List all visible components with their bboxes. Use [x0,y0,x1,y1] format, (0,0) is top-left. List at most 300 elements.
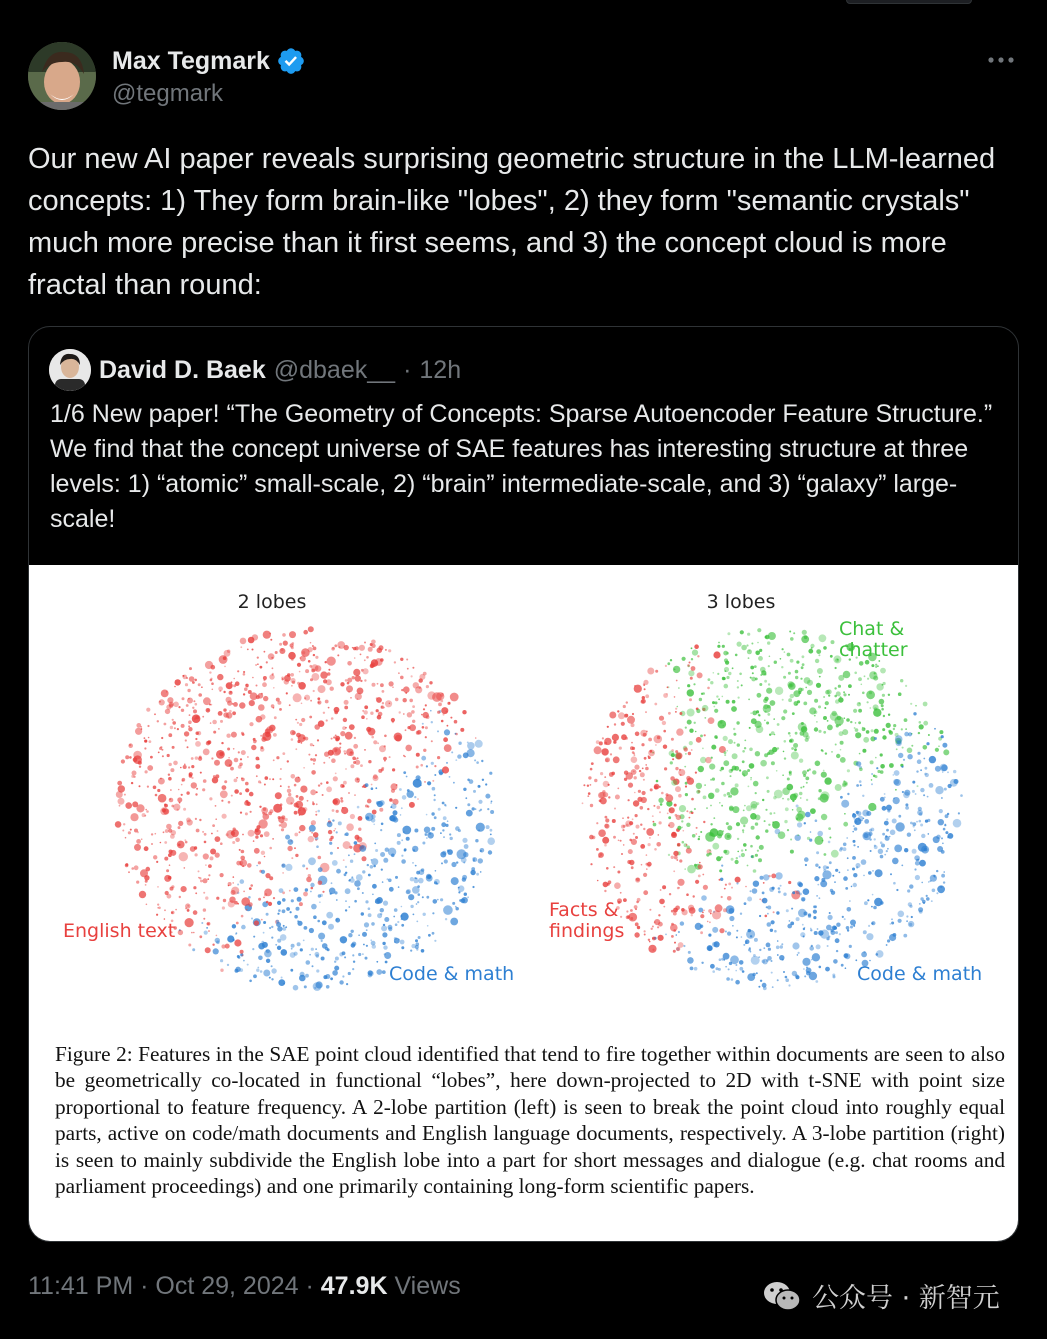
scatter-point [680,774,682,776]
scatter-point [911,916,913,918]
scatter-point [227,701,232,706]
scatter-point [382,942,385,945]
more-options-icon[interactable] [987,52,1015,68]
scatter-point [890,873,892,875]
scatter-point [944,824,946,826]
scatter-point [625,714,628,717]
scatter-point [318,894,321,897]
scatter-point [406,889,411,894]
scatter-point [724,751,727,754]
scatter-point [594,779,597,782]
scatter-point [909,905,912,908]
scatter-point [676,680,678,682]
scatter-point [587,785,589,787]
scatter-point [376,961,378,963]
scatter-point [422,842,425,845]
scatter-point [271,965,273,967]
scatter-point [389,887,394,892]
scatter-point [863,875,865,877]
scatter-point [800,797,802,799]
scatter-point [148,737,150,739]
scatter-point [862,832,871,841]
scatter-point [719,879,721,881]
scatter-point [695,923,702,930]
scatter-point [469,779,474,784]
scatter-point [425,704,427,706]
scatter-point [870,760,874,764]
scatter-point [908,732,912,736]
scatter-point [241,750,246,755]
scatter-point [695,772,697,774]
scatter-point [345,727,347,729]
scatter-point [742,760,745,763]
left-plot-title: 2 lobes [237,591,307,613]
scatter-point [224,666,226,668]
scatter-point [340,797,343,800]
scatter-point [315,656,318,659]
scatter-point [333,776,338,781]
scatter-point [282,633,286,637]
scatter-point [336,810,339,813]
scatter-point [243,891,245,893]
scatter-point [328,924,334,930]
scatter-point [380,683,384,687]
scatter-point [724,888,726,890]
scatter-point [848,684,852,688]
scatter-point [316,969,319,972]
author-name[interactable]: Max Tegmark [112,46,270,75]
scatter-point [384,735,387,738]
scatter-point [366,656,369,659]
scatter-point [295,748,297,750]
scatter-point [220,720,223,723]
scatter-point [455,826,460,831]
scatter-point [177,841,185,849]
scatter-point [671,738,674,741]
scatter-point [698,766,704,772]
scatter-point [885,835,887,837]
scatter-point [266,661,268,663]
scatter-point [623,898,627,902]
scatter-point [424,781,426,783]
scatter-point [345,909,347,911]
scatter-point [185,907,187,909]
scatter-point [476,761,479,764]
scatter-point [644,688,646,690]
scatter-point [184,731,189,736]
scatter-point [383,945,387,949]
scatter-point [272,673,274,675]
scatter-point [431,812,434,815]
scatter-point [603,792,608,797]
scatter-point [412,667,414,669]
scatter-point [188,698,190,700]
scatter-point [770,929,773,932]
scatter-point [258,759,260,761]
scatter-point [430,710,432,712]
scatter-point [835,931,838,934]
scatter-point [446,762,448,764]
scatter-point [342,975,344,977]
scatter-point [329,757,331,759]
scatter-point [184,867,186,869]
scatter-point [850,721,852,723]
scatter-point [862,749,866,753]
scatter-point [290,911,292,913]
scatter-point [117,781,122,786]
scatter-point [747,897,752,902]
scatter-point [912,849,917,854]
scatter-point [893,797,900,804]
scatter-point [191,765,194,768]
scatter-point [437,756,440,759]
scatter-point [275,944,277,946]
scatter-point [207,741,210,744]
scatter-point [292,642,295,645]
scatter-point [240,812,242,814]
scatter-point [272,778,274,780]
scatter-point [306,960,311,965]
scatter-point [187,905,189,907]
scatter-point [134,844,141,851]
scatter-point [158,907,161,910]
scatter-point [802,898,805,901]
scatter-point [804,822,806,824]
scatter-point [410,905,413,908]
scatter-point [807,770,809,772]
top-scroll-indicator [846,0,972,4]
scatter-point [731,978,734,981]
scatter-point [852,856,856,860]
scatter-point [817,928,819,930]
scatter-point [656,842,661,847]
scatter-point [416,903,418,905]
scatter-point [745,849,747,851]
scatter-point [220,790,228,798]
scatter-point [869,707,871,709]
scatter-point [340,800,343,803]
scatter-point [236,932,238,934]
scatter-point [188,766,190,768]
scatter-point [464,844,469,849]
scatter-point [462,838,467,843]
scatter-point [393,810,398,815]
scatter-point [929,756,936,763]
scatter-point [682,841,685,844]
scatter-point [318,933,325,940]
scatter-point [348,691,350,693]
scatter-point [420,764,423,767]
scatter-point [337,847,339,849]
scatter-point [403,771,406,774]
scatter-point [216,941,220,945]
scatter-point [211,665,216,670]
scatter-point [164,857,168,861]
scatter-point [230,691,232,693]
scatter-point [742,750,745,753]
scatter-point [343,718,347,722]
scatter-point [240,646,242,648]
scatter-point [254,848,260,854]
scatter-point [248,637,255,644]
scatter-point [643,890,648,895]
scatter-point [364,705,368,709]
scatter-point [429,832,432,835]
scatter-point [824,777,831,784]
scatter-point [790,739,794,743]
scatter-point [648,750,655,757]
scatter-point [833,959,838,964]
scatter-point [891,918,893,920]
scatter-point [136,881,139,884]
scatter-point [255,828,259,832]
scatter-point [344,833,346,835]
scatter-point [293,985,299,991]
scatter-point [677,826,681,830]
scatter-point [418,893,421,896]
scatter-point [835,667,837,669]
scatter-point [702,874,704,876]
scatter-point [715,904,723,912]
scatter-point [631,742,633,744]
verified-badge-icon [276,46,306,76]
scatter-point [463,752,469,758]
scatter-point [673,950,676,953]
scatter-point [659,716,664,721]
scatter-point [690,677,693,680]
scatter-point [357,778,359,780]
author-handle[interactable]: @tegmark [112,80,224,107]
scatter-point [882,735,886,739]
scatter-point [310,883,314,887]
scatter-point [635,836,638,839]
scatter-point [724,754,726,756]
tweet-time[interactable]: 11:41 PM [28,1272,134,1300]
scatter-point [362,892,364,894]
scatter-point [744,805,746,807]
scatter-point [229,764,232,767]
scatter-point [759,949,761,951]
scatter-point [327,672,331,676]
scatter-point [189,772,193,776]
scatter-point [151,833,153,835]
scatter-point [612,734,619,741]
scatter-point [789,631,791,633]
scatter-point [158,794,167,803]
scatter-point [752,973,755,976]
scatter-point [781,943,783,945]
scatter-point [285,864,292,871]
scatter-point [775,687,783,695]
scatter-point [942,771,944,773]
scatter-point [414,796,416,798]
scatter-point [166,869,169,872]
scatter-point [177,797,182,802]
scatter-point [623,825,626,828]
scatter-point [923,702,928,707]
scatter-point [173,702,179,708]
scatter-point [942,843,944,845]
scatter-point [939,809,943,813]
scatter-point [888,714,890,716]
scatter-point [751,956,760,965]
scatter-point [596,822,598,824]
scatter-point [339,743,341,745]
scatter-point [190,846,196,852]
scatter-point [400,658,403,661]
scatter-point [208,930,210,932]
scatter-point [915,705,917,707]
scatter-point [374,843,376,845]
scatter-point [926,895,928,897]
scatter-point [382,702,384,704]
scatter-point [728,883,731,886]
scatter-point [741,853,745,857]
scatter-point [313,832,319,838]
scatter-point [318,685,326,693]
scatter-point [804,857,809,862]
scatter-point [299,657,301,659]
scatter-point [750,712,752,714]
scatter-point [811,647,813,649]
scatter-point [487,837,495,845]
scatter-point [940,886,942,888]
scatter-point [247,649,249,651]
scatter-point [392,768,395,771]
author-avatar[interactable] [28,42,96,110]
scatter-point [872,894,874,896]
scatter-point [729,795,732,798]
scatter-point [919,721,922,724]
scatter-point [794,748,797,751]
scatter-point [145,884,147,886]
scatter-point [132,771,137,776]
scatter-point [790,659,794,663]
scatter-point [443,816,447,820]
scatter-point [397,921,399,923]
scatter-point [676,859,678,861]
scatter-point [247,863,252,868]
scatter-point [840,757,846,763]
scatter-point [700,914,704,918]
scatter-point [731,887,733,889]
scatter-point [821,750,823,752]
scatter-point [604,844,607,847]
scatter-point [677,887,680,890]
scatter-point [485,794,490,799]
scatter-point [193,700,195,702]
scatter-point [185,841,188,844]
scatter-point [900,679,903,682]
scatter-point [741,849,743,851]
scatter-point [810,929,812,931]
scatter-point [418,878,424,884]
scatter-point [256,775,258,777]
scatter-point [486,825,490,829]
scatter-point [943,749,949,755]
scatter-point [381,767,384,770]
scatter-point [285,835,290,840]
scatter-point [935,748,939,752]
scatter-point [755,678,758,681]
scatter-point [289,890,291,892]
scatter-point [815,980,818,983]
scatter-point [867,701,869,703]
scatter-point [431,740,433,742]
scatter-point [188,720,192,724]
scatter-point [901,865,903,867]
scatter-point [221,800,223,802]
tweet-date[interactable]: Oct 29, 2024 [155,1272,299,1300]
scatter-point [294,833,298,837]
scatter-point [698,875,701,878]
scatter-point [789,772,791,774]
scatter-point [463,899,465,901]
scatter-point [646,854,648,856]
scatter-point [871,783,873,785]
scatter-point [426,685,429,688]
scatter-point [185,918,194,927]
scatter-point [714,709,718,713]
scatter-point [394,908,398,912]
scatter-point [781,666,783,668]
scatter-point [718,642,720,644]
scatter-point [335,828,337,830]
scatter-point [621,853,623,855]
scatter-point [317,697,320,700]
scatter-point [921,882,923,884]
scatter-point [322,891,324,893]
scatter-point [192,948,195,951]
scatter-point [817,831,823,837]
scatter-point [368,970,373,975]
scatter-point [802,655,805,658]
scatter-point [729,962,732,965]
scatter-point [748,699,750,701]
scatter-point [726,700,730,704]
quoted-tweet-card[interactable] [28,326,1019,1242]
scatter-point [609,712,616,719]
scatter-point [919,812,922,815]
scatter-point [303,767,305,769]
scatter-point [801,666,804,669]
scatter-point [354,657,356,659]
scatter-point [326,912,333,919]
scatter-point [839,872,841,874]
scatter-point [399,788,402,791]
scatter-point [359,845,366,852]
scatter-point [692,834,696,838]
scatter-point [266,959,270,963]
scatter-point [336,831,338,833]
scatter-point [415,945,419,949]
scatter-point [643,779,645,781]
scatter-point [401,906,403,908]
scatter-point [725,670,727,672]
scatter-point [636,878,638,880]
scatter-point [687,720,692,725]
scatter-point [450,837,453,840]
scatter-point [308,660,311,663]
scatter-point [852,831,854,833]
scatter-point [783,893,786,896]
scatter-point [612,819,616,823]
scatter-point [280,785,282,787]
scatter-point [445,918,447,920]
tweet-body: Our new AI paper reveals surprising geometric structure in the LLM-learned concepts: 1) They form brain-like "lobes", 2) they form "semantic crystals" much more precise than it first seems, and 3) the concept cloud is more fractal than round: [28,143,996,301]
scatter-point [855,959,857,961]
scatter-point [162,755,164,757]
